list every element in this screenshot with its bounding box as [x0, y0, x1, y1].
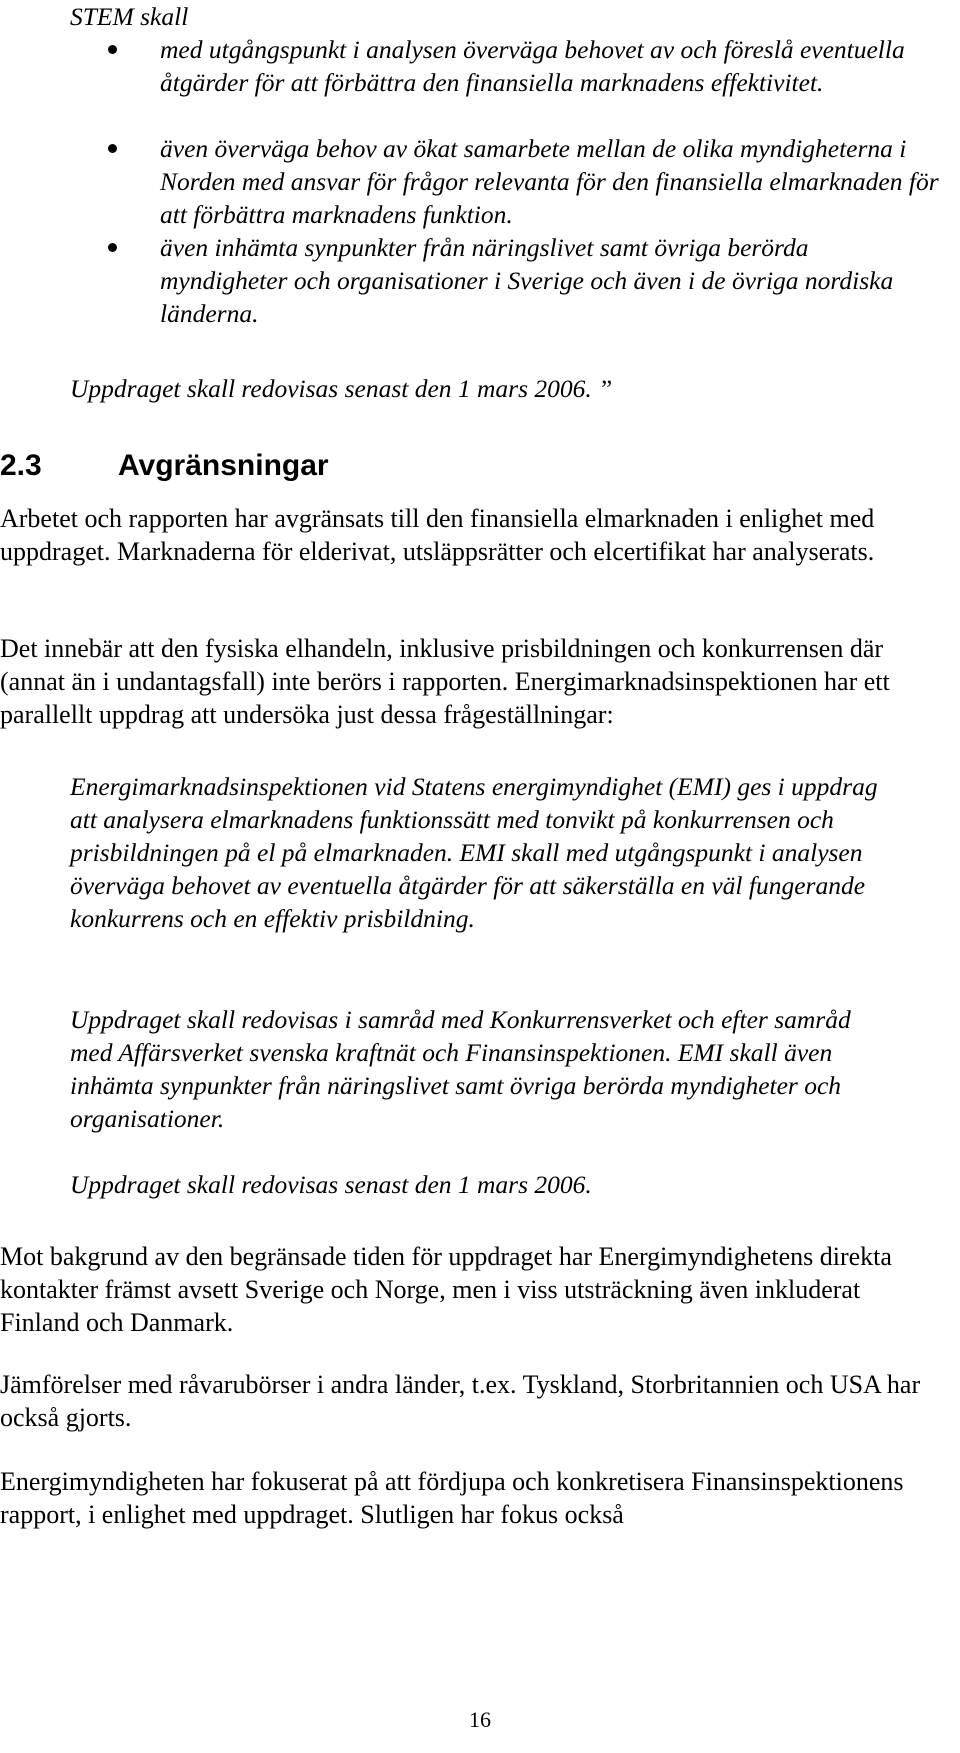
section-number: 2.3: [0, 449, 42, 482]
paragraph: Mot bakgrund av den begränsade tiden för uppdraget har Energimyndighetens direkta kontakter främst avsett Sverige och Norge, men i viss utsträckning även inkluderat Finland och Danmark.: [0, 1242, 892, 1337]
bullet-list: [0, 33, 960, 330]
paragraph: Energimyndigheten har fokuserat på att fördjupa och konkretisera Finansinspektionens rapport, i enlighet med uppdraget. Slutligen har fokus också: [0, 1467, 904, 1529]
bullet-icon: [108, 144, 117, 153]
bullet-text: även överväga behov av ökat samarbete mellan de olika myndigheterna i Norden med ansvar för frågor relevanta för den finansiella elmarknaden för att förbättra marknadens funktion.: [160, 134, 939, 229]
stem-label: STEM skall: [70, 2, 189, 31]
deadline-text: Uppdraget skall redovisas senast den 1 mars 2006. ”: [70, 374, 613, 403]
section-title: Avgränsningar: [118, 449, 329, 482]
bullet-item: [0, 132, 960, 231]
paragraph: Det innebär att den fysiska elhandeln, inklusive prisbildningen och konkurrensen där (annat än i undantagsfall) inte berörs i rapporten. Energimarknadsinspektionen har ett parallellt uppdrag att undersöka just dessa frågeställningar:: [0, 634, 890, 729]
section-heading: [0, 448, 329, 484]
paragraph: Jämförelser med råvarubörser i andra länder, t.ex. Tyskland, Storbritannien och USA har också gjorts.: [0, 1370, 921, 1432]
paragraph: Arbetet och rapporten har avgränsats till den finansiella elmarknaden i enlighet med uppdraget. Marknaderna för elderivat, utsläppsrätter och elcertifikat har analyserats.: [0, 504, 875, 566]
page-number: 16: [469, 1707, 491, 1732]
bullet-text: även inhämta synpunkter från näringslivet samt övriga berörda myndigheter och organisationer i Sverige och även i de övriga nordiska länderna.: [160, 233, 894, 328]
bullet-item: [0, 231, 960, 330]
bullet-icon: [108, 243, 117, 252]
quote-paragraph: Uppdraget skall redovisas senast den 1 mars 2006.: [70, 1170, 592, 1199]
quote-paragraph: Uppdraget skall redovisas i samråd med Konkurrensverket och efter samråd med Affärsverket svenska kraftnät och Finansinspektionen. EMI skall även inhämta synpunkter från näringslivet samt övriga berörda myndigheter och organisationer.: [70, 1005, 851, 1133]
bullet-icon: [108, 45, 117, 54]
bullet-text: med utgångspunkt i analysen överväga behovet av och föreslå eventuella åtgärder för att förbättra den finansiella marknadens effektivitet.: [160, 35, 905, 97]
bullet-item: [0, 33, 960, 132]
quote-paragraph: Energimarknadsinspektionen vid Statens energimyndighet (EMI) ges i uppdrag att analysera elmarknadens funktionssätt med tonvikt på konkurrensen och prisbildningen på el på elmarknaden. EMI skall med utgångspunkt i analysen överväga behovet av eventuella åtgärder för att säkerställa en väl fungerande konkurrens och en effektiv prisbildning.: [70, 772, 878, 933]
